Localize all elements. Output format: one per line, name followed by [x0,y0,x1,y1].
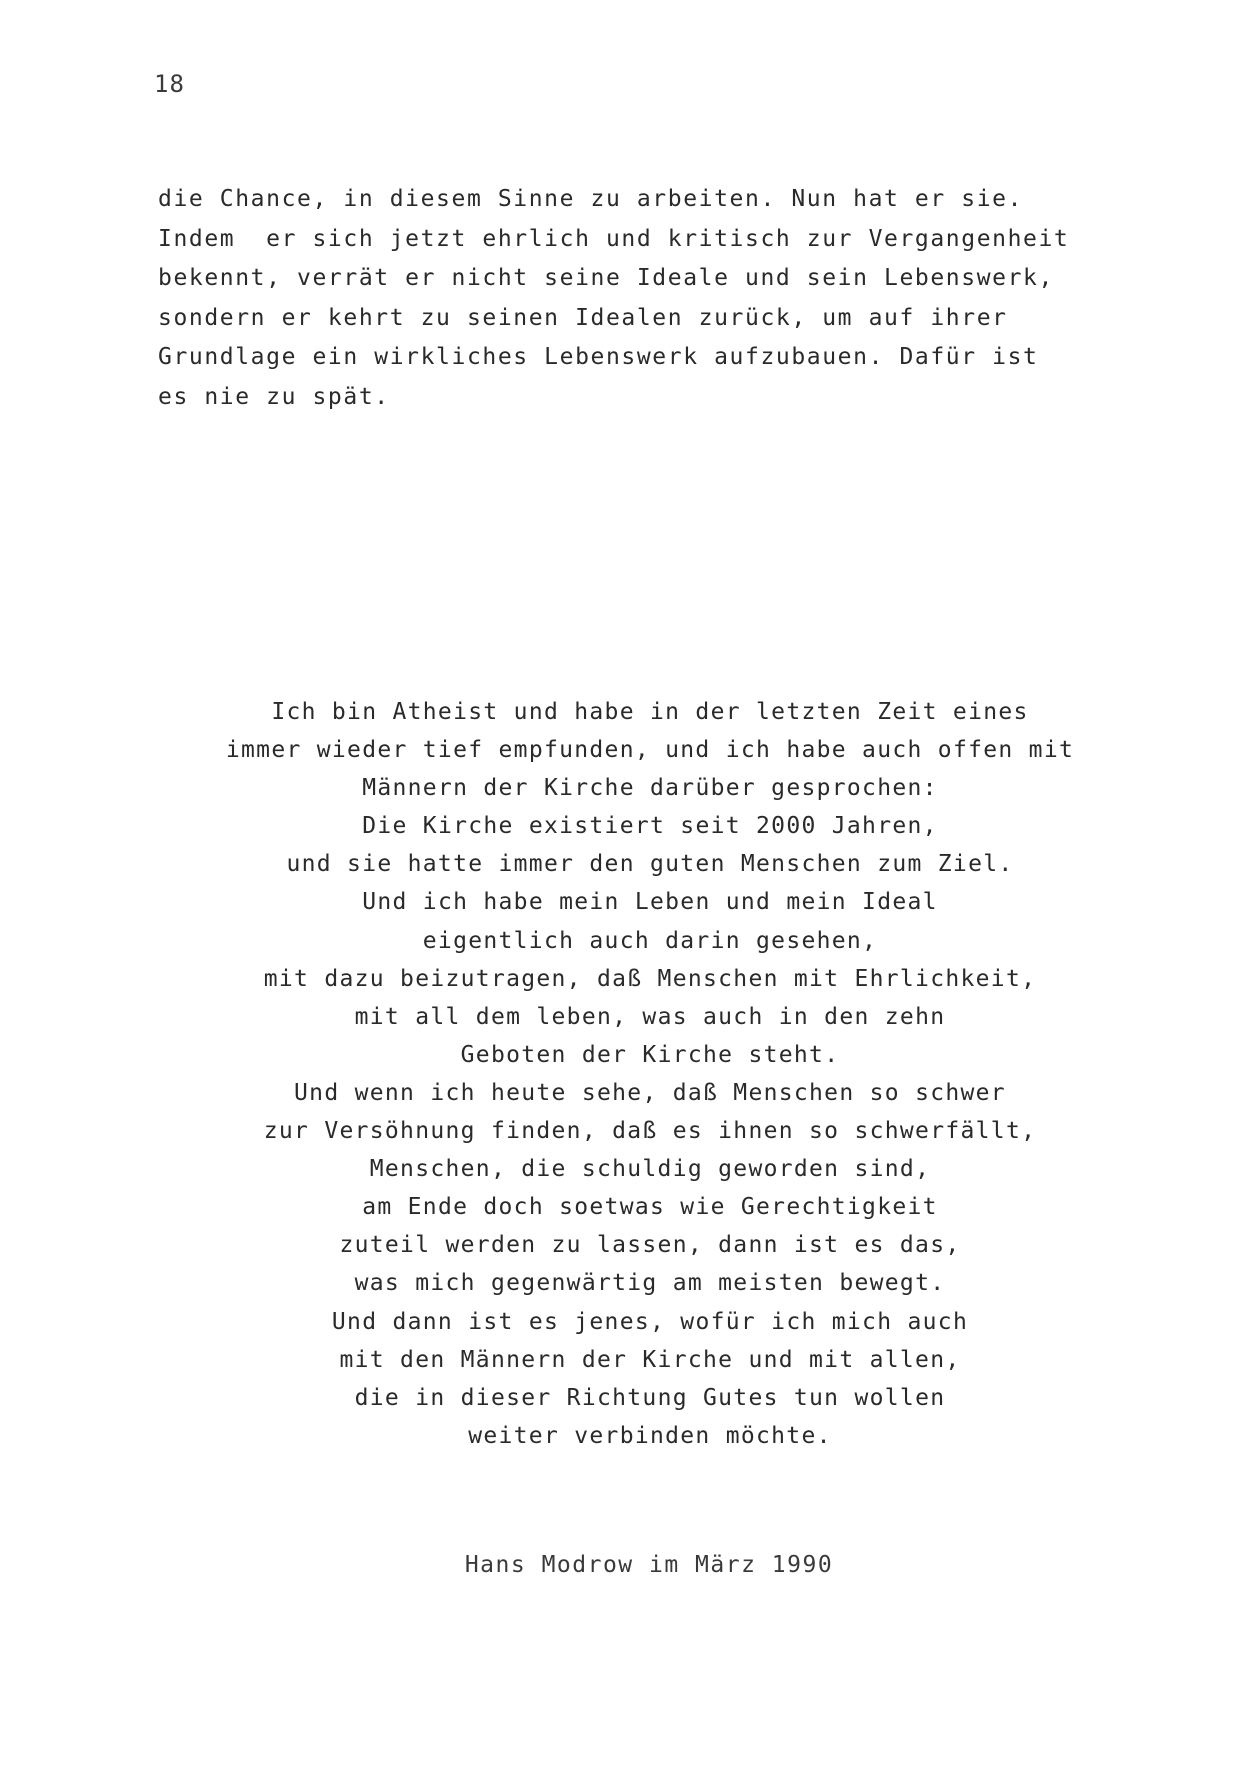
quote-line: Männern der Kirche darüber gesprochen: [362,775,938,802]
intro-line: bekennt, verrät er nicht seine Ideale und sein Lebenswerk, [158,265,1054,292]
quote-line: weiter verbinden möchte. [468,1422,832,1449]
intro-line: Grundlage ein wirkliches Lebenswerk aufzubauen. Dafür ist [158,344,1039,371]
quote-line: Menschen, die schuldig geworden sind, [369,1156,931,1183]
quote-line: Und ich habe mein Leben und mein Ideal [362,889,938,916]
quote-line: am Ende doch soetwas wie Gerechtigkeit [362,1194,938,1221]
quote-line: und sie hatte immer den guten Menschen zum Ziel. [286,851,1014,878]
quote-line: Ich bin Atheist und habe in der letzten Zeit eines [271,699,1029,725]
quote-line: mit dazu beizutragen, daß Menschen mit Ehrlichkeit, [263,965,1037,992]
quote-line: Und wenn ich heute sehe, daß Menschen so schwer [294,1079,1006,1106]
intro-line: es nie zu spät. [158,383,390,410]
quote-line: mit den Männern der Kirche und mit allen, [339,1346,961,1373]
intro-line: Indem er sich jetzt ehrlich und kritisch zur Vergangenheit [158,225,1070,252]
quote-line: zur Versöhnung finden, daß es ihnen so schwerfällt, [263,1118,1037,1145]
quote-line: was mich gegenwärtig am meisten bewegt. [354,1270,946,1297]
quote-line: zuteil werden zu lassen, dann ist es das, [339,1232,961,1259]
intro-line: sondern er kehrt zu seinen Idealen zurück, um auf ihrer [158,304,1008,331]
quote-line: Und dann ist es jenes, wofür ich mich auch [331,1308,969,1335]
intro-paragraph [158,180,1098,418]
quote-line: Die Kirche existiert seit 2000 Jahren, [362,813,938,840]
quote-line: immer wieder tief empfunden, und ich habe auch offen mit [225,737,1075,764]
quote-line: mit all dem leben, was auch in den zehn [354,1003,946,1030]
quote-line: eigentlich auch darin gesehen, [422,927,878,954]
intro-line: die Chance, in diesem Sinne zu arbeiten. Nun hat er sie. [158,186,1024,212]
quote-line: Geboten der Kirche steht. [460,1041,840,1068]
quote-line: die in dieser Richtung Gutes tun wollen [354,1384,946,1411]
quote-attribution: Hans Modrow im März 1990 [464,1552,834,1578]
page-number: 18 [154,70,185,98]
quote-block [180,693,1120,1455]
